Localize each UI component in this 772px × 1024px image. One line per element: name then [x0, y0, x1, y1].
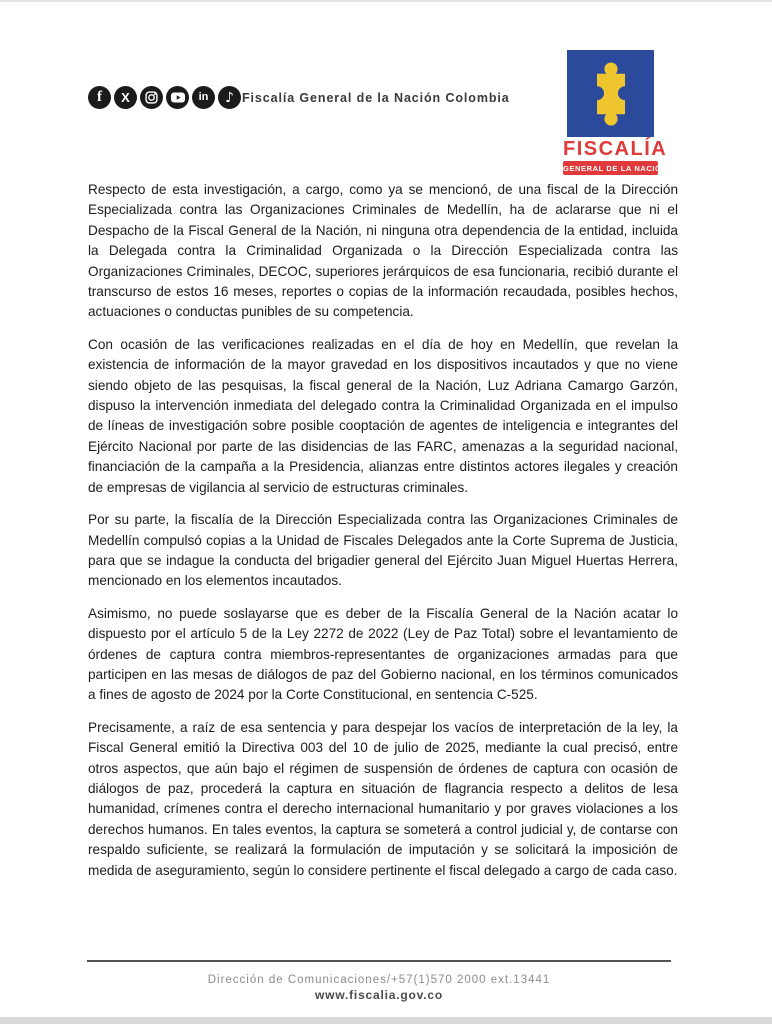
paragraph-3: Por su parte, la fiscalía de la Dirección Especializada contra las Organizaciones Criminales de Medellín compulsó copias a la Unidad de Fiscales Delegados ante la Corte Suprema de Justicia, para que se indague la conducta del brigadier general del Ejército Juan Miguel Huertas Herrera, mencionado en los elementos incautados. — [88, 512, 678, 589]
document-text — [88, 180, 678, 893]
tiktok-icon[interactable] — [218, 86, 241, 109]
tiktok-glyph: ♪ — [225, 89, 234, 106]
linkedin-glyph: in — [198, 91, 209, 103]
paragraph-5: Precisamente, a raíz de esa sentencia y para despejar los vacíos de interpretación de la ley, la Fiscal General emitió la Directiva 003 del 10 de julio de 2025, mediante la cual precisó, entre otros aspectos, que aún bajo el régimen de suspensión de órdenes de captura con ocasión de diálogos de paz, procederá la captura en situación de flagrancia respecto a delitos de lesa humanidad, crímenes contra el derecho internacional humanitario y por graves violaciones a los derechos humanos. En tales eventos, la captura se someterá a control judicial y, de contarse con respaldo suficiente, se realizará la formulación de imputación y se solicitará la imposición de medida de aseguramiento, según lo considere pertinente el fiscal delegado a cargo de cada caso. — [88, 719, 678, 878]
logo-square — [567, 50, 654, 137]
youtube-glyph — [171, 92, 185, 103]
x-twitter-icon[interactable] — [114, 86, 137, 109]
page-bottom-edge — [0, 1017, 772, 1024]
puzzle-piece-icon — [576, 54, 646, 134]
website-link[interactable]: www.fiscalia.gov.co — [315, 988, 443, 1002]
page-top-edge — [0, 0, 772, 2]
instagram-icon[interactable] — [140, 86, 163, 109]
paragraph-1: Respecto de esta investigación, a cargo, como ya se mencionó, de una fiscal de la Dirección Especializada contra las Organizaciones Criminales de Medellín, ha de aclararse que ni el Despacho de la Fiscal General de la Nación, ni ninguna otra dependencia de la entidad, incluida la Delegada contra la Criminalidad Organizada o la Dirección Especializada contra las Organizaciones Criminales, DECOC, superiores jerárquicos de esa funcionaria, recibió durante el transcurso de estos 16 meses, reportes o copias de la información recaudada, posibles hechos, actuaciones o conductas punibles de su competencia. — [88, 182, 678, 320]
facebook-glyph: f — [97, 89, 102, 105]
logo-tagline: GENERAL DE LA NACIÓN — [563, 161, 658, 175]
document-footer — [87, 960, 671, 1002]
fiscalia-logo — [563, 50, 668, 175]
footer-divider — [87, 960, 671, 962]
paragraph-2: Con ocasión de las verificaciones realizadas en el día de hoy en Medellín, que revelan la existencia de información de la mayor gravedad en los dispositivos incautados y que no viene siendo objeto de las pesquisas, la fiscal general de la Nación, Luz Adriana Camargo Garzón, dispuso la intervención inmediata del delegado contra la Criminalidad Organizada en el impulso de líneas de investigación sobre posible cooptación de agentes de inteligencia e integrantes del Ejército Nacional por parte de las disidencias de las FARC, amenazas a la seguridad nacional, financiación de la campaña a la Presidencia, alianzas entre distintos actores ilegales y creación de empresas de vigilancia al servicio de estructuras criminales. — [88, 336, 678, 495]
instagram-glyph — [145, 91, 158, 104]
youtube-icon[interactable] — [166, 86, 189, 109]
linkedin-icon[interactable] — [192, 86, 215, 109]
brand-name: Fiscalía General de la Nación Colombia — [242, 91, 510, 105]
logo-wordmark: FISCALÍA — [563, 138, 668, 160]
x-glyph: X — [121, 90, 130, 105]
social-icons-row — [88, 86, 241, 109]
facebook-icon[interactable] — [88, 86, 111, 109]
footer-contact-line: Dirección de Comunicaciones/+57(1)570 2000 ext.13441 — [207, 974, 551, 986]
paragraph-4: Asimismo, no puede soslayarse que es deber de la Fiscalía General de la Nación acatar lo dispuesto por el artículo 5 de la Ley 2272 de 2022 (Ley de Paz Total) sobre el levantamiento de órdenes de captura contra miembros-representantes de organizaciones armadas para que participen en las mesas de diálogos de paz del Gobierno nacional, en los términos comunicados a fines de agosto de 2024 por la Corte Constitucional, en sentencia C-525. — [88, 605, 678, 703]
